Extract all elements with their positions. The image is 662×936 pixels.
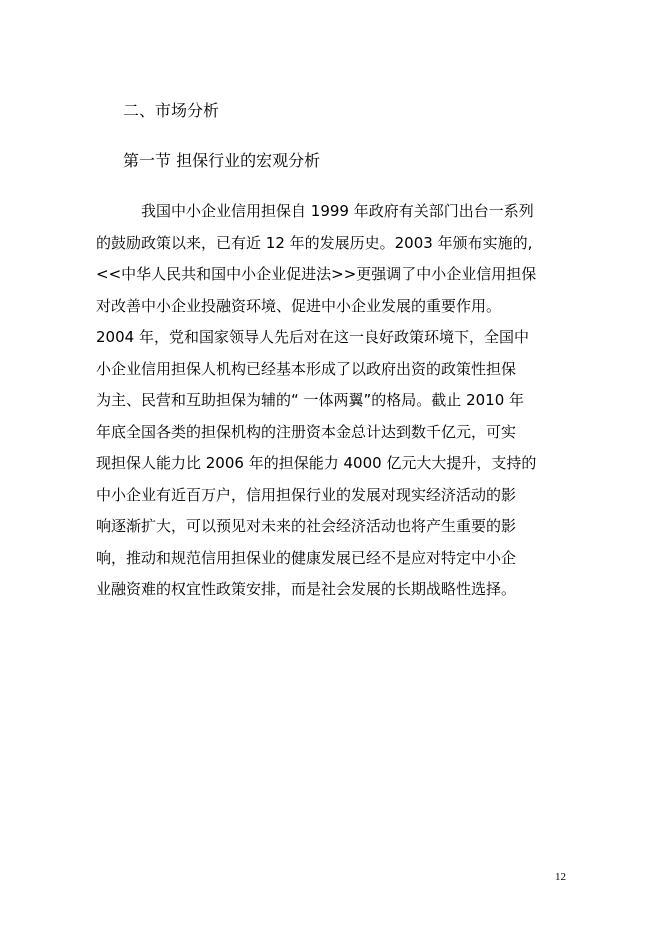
paragraph-line: 为主、民营和互助担保为辅的“ 一体两翼”的格局。截止 2010 年 [96, 391, 525, 409]
subsection-heading: 第一节 担保行业的宏观分析 [123, 151, 321, 170]
paragraph-line: 中小企业有近百万户，信用担保行业的发展对现实经济活动的影 [96, 486, 517, 504]
paragraph-line: 小企业信用担保人机构已经基本形成了以政府出资的政策性担保 [96, 360, 517, 378]
paragraph-line: 年底全国各类的担保机构的注册资本金总计达到数千亿元，可实 [96, 423, 517, 441]
paragraph-line: 响逐渐扩大，可以预见对未来的社会经济活动也将产生重要的影 [96, 517, 517, 535]
paragraph-line: 对改善中小企业投融资环境、促进中小企业发展的重要作用。 [96, 297, 502, 315]
paragraph-line: 2004 年，党和国家领导人先后对在这一良好政策环境下，全国中 [96, 328, 529, 346]
paragraph-line: 的鼓励政策以来，已有近 12 年的发展历史。2003 年颁布实施的, [96, 234, 533, 252]
section-heading: 二、市场分析 [123, 101, 220, 120]
paragraph-line: 现担保人能力比 2006 年的担保能力 4000 亿元大大提升，支持的 [96, 454, 537, 472]
paragraph-line: <<中华人民共和国中小企业促进法>>更强调了中小企业信用担保 [96, 265, 537, 283]
page-number: 12 [555, 871, 566, 883]
paragraph-line: 响，推动和规范信用担保业的健康发展已经不是应对特定中小企 [96, 549, 517, 567]
paragraph-line: 我国中小企业信用担保自 1999 年政府有关部门出台一系列 [141, 202, 534, 220]
paragraph-line: 业融资难的权宜性政策安排，而是社会发展的长期战略性选择。 [96, 580, 517, 598]
